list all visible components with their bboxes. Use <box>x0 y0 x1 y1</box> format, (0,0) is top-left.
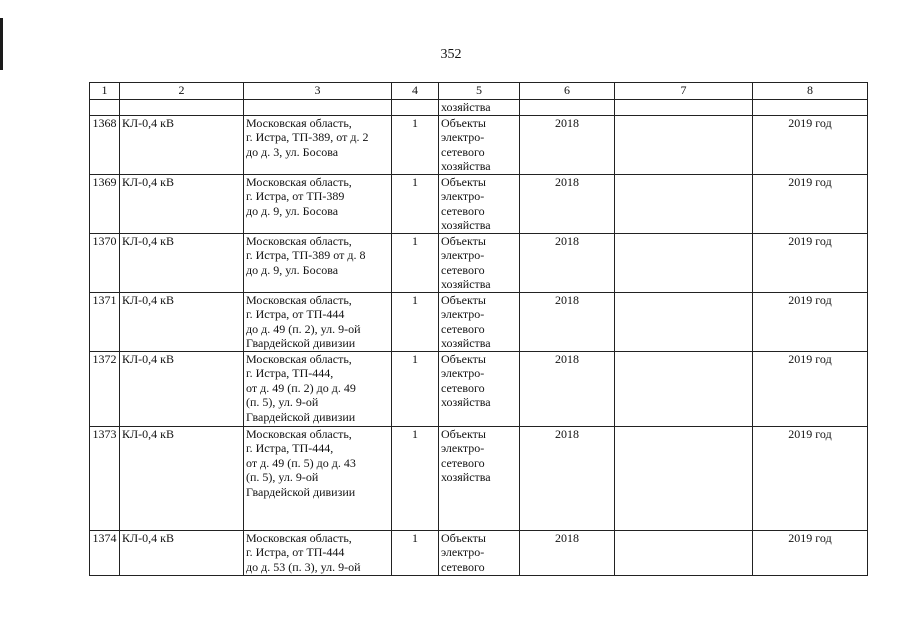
cell-category <box>439 351 520 426</box>
category-line: хозяйства <box>441 470 491 484</box>
cell-year: 2018 <box>520 530 615 575</box>
cell-name: КЛ-0,4 кВ <box>120 351 244 426</box>
cell-category <box>439 233 520 292</box>
category-line: сетевого <box>441 321 485 336</box>
category-line: сетевого <box>441 380 485 395</box>
cell-col7 <box>615 351 753 426</box>
cell-category <box>439 426 520 530</box>
cell-category: хозяйства <box>439 100 520 116</box>
cell-category <box>439 174 520 233</box>
cell-col7 <box>615 115 753 174</box>
address-line: Московская область, <box>246 530 352 545</box>
address-line: Гвардейской дивизии <box>246 484 356 499</box>
cell-qty <box>392 100 439 116</box>
address-line: (п. 5), ул. 9-ой <box>246 470 319 484</box>
category-line: Объекты <box>441 233 486 248</box>
category-line: сетевого <box>441 144 485 159</box>
column-header: 6 <box>520 83 615 100</box>
address-line: до д. 3, ул. Босова <box>246 144 339 159</box>
address-line: до д. 49 (п. 2), ул. 9-ой <box>246 321 361 336</box>
cell-qty: 1 <box>392 292 439 351</box>
cell-qty: 1 <box>392 426 439 530</box>
category-line: хозяйства <box>441 218 491 232</box>
cell-deadline: 2019 год <box>753 233 868 292</box>
cell-num: 1373 <box>90 426 120 530</box>
cell-col7 <box>615 530 753 575</box>
address-line: (п. 5), ул. 9-ой <box>246 395 319 409</box>
address-line: г. Истра, ТП-389, от д. 2 <box>246 130 369 144</box>
cell-qty: 1 <box>392 530 439 575</box>
cell-col7 <box>615 292 753 351</box>
cell-num <box>90 100 120 116</box>
address-line: г. Истра, ТП-389 от д. 8 <box>246 248 366 262</box>
category-line: электро- <box>441 545 485 559</box>
column-header: 2 <box>120 83 244 100</box>
cell-num: 1369 <box>90 174 120 233</box>
category-line: электро- <box>441 189 485 203</box>
category-line: электро- <box>441 248 485 262</box>
cell-col7 <box>615 426 753 530</box>
column-header: 1 <box>90 83 120 100</box>
cell-qty: 1 <box>392 174 439 233</box>
category-line: электро- <box>441 441 485 455</box>
cell-address <box>244 174 392 233</box>
register-table <box>89 82 868 576</box>
category-line: Объекты <box>441 292 486 307</box>
address-line: Московская область, <box>246 174 352 189</box>
address-line: Московская область, <box>246 115 352 130</box>
table-row <box>90 351 868 426</box>
column-header: 4 <box>392 83 439 100</box>
cell-category <box>439 292 520 351</box>
cell-deadline <box>753 100 868 116</box>
cell-name: КЛ-0,4 кВ <box>120 174 244 233</box>
cell-qty: 1 <box>392 233 439 292</box>
cell-name <box>120 100 244 116</box>
cell-num: 1368 <box>90 115 120 174</box>
category-line: сетевого <box>441 262 485 277</box>
cell-name: КЛ-0,4 кВ <box>120 426 244 530</box>
cell-year: 2018 <box>520 426 615 530</box>
category-line: Объекты <box>441 426 486 441</box>
address-line: Московская область, <box>246 351 352 366</box>
table-row <box>90 426 868 530</box>
cell-name: КЛ-0,4 кВ <box>120 233 244 292</box>
table-row <box>90 115 868 174</box>
table-row <box>90 233 868 292</box>
cell-deadline: 2019 год <box>753 174 868 233</box>
cell-year: 2018 <box>520 292 615 351</box>
address-line: Гвардейской дивизии <box>246 336 356 350</box>
category-line: электро- <box>441 366 485 380</box>
address-line: г. Истра, ТП-444, <box>246 366 334 380</box>
address-line: от д. 49 (п. 2) до д. 49 <box>246 380 356 395</box>
cell-num: 1371 <box>90 292 120 351</box>
address-line: до д. 9, ул. Босова <box>246 262 339 277</box>
cell-col7 <box>615 174 753 233</box>
cell-deadline: 2019 год <box>753 530 868 575</box>
continuation-row <box>90 100 868 116</box>
cell-qty: 1 <box>392 115 439 174</box>
category-line: электро- <box>441 307 485 321</box>
address-line: г. Истра, от ТП-444 <box>246 307 345 321</box>
cell-address <box>244 351 392 426</box>
cell-address <box>244 426 392 530</box>
category-line: Объекты <box>441 174 486 189</box>
address-line: Московская область, <box>246 233 352 248</box>
cell-qty: 1 <box>392 351 439 426</box>
cell-year: 2018 <box>520 115 615 174</box>
category-line: сетевого <box>441 455 485 470</box>
address-line: от д. 49 (п. 5) до д. 43 <box>246 455 356 470</box>
header-row <box>90 83 868 100</box>
column-header: 5 <box>439 83 520 100</box>
cell-name: КЛ-0,4 кВ <box>120 530 244 575</box>
cell-deadline: 2019 год <box>753 292 868 351</box>
cell-num: 1372 <box>90 351 120 426</box>
address-line: г. Истра, от ТП-389 <box>246 189 345 203</box>
category-line: сетевого <box>441 203 485 218</box>
address-line: г. Истра, от ТП-444 <box>246 545 345 559</box>
cell-name: КЛ-0,4 кВ <box>120 292 244 351</box>
cell-address <box>244 115 392 174</box>
cell-address <box>244 292 392 351</box>
address-line: Московская область, <box>246 292 352 307</box>
category-line: Объекты <box>441 530 486 545</box>
category-line: сетевого <box>441 559 485 574</box>
cell-deadline: 2019 год <box>753 426 868 530</box>
cell-category <box>439 530 520 575</box>
cell-category <box>439 115 520 174</box>
address-line: Московская область, <box>246 426 352 441</box>
column-header: 7 <box>615 83 753 100</box>
address-line: г. Истра, ТП-444, <box>246 441 334 455</box>
cell-year: 2018 <box>520 233 615 292</box>
category-line: Объекты <box>441 115 486 130</box>
cell-deadline: 2019 год <box>753 351 868 426</box>
category-line: электро- <box>441 130 485 144</box>
address-line: до д. 53 (п. 3), ул. 9-ой <box>246 559 361 574</box>
table-row <box>90 530 868 575</box>
table-row <box>90 174 868 233</box>
address-line: Гвардейской дивизии <box>246 409 356 424</box>
category-line: Объекты <box>441 351 486 366</box>
cell-address <box>244 233 392 292</box>
cell-year: 2018 <box>520 351 615 426</box>
category-line: хозяйства <box>441 159 491 173</box>
cell-year: 2018 <box>520 174 615 233</box>
address-line: до д. 9, ул. Босова <box>246 203 339 218</box>
category-line: хозяйства <box>441 336 491 350</box>
cell-num: 1370 <box>90 233 120 292</box>
cell-address <box>244 100 392 116</box>
category-line: хозяйства <box>441 395 491 409</box>
page-number: 352 <box>440 47 462 62</box>
cell-col7 <box>615 100 753 116</box>
cell-deadline: 2019 год <box>753 115 868 174</box>
category-line: хозяйства <box>441 277 491 291</box>
cell-address <box>244 530 392 575</box>
cell-year <box>520 100 615 116</box>
column-header: 3 <box>244 83 392 100</box>
table-row <box>90 292 868 351</box>
cell-num: 1374 <box>90 530 120 575</box>
column-header: 8 <box>753 83 868 100</box>
cell-col7 <box>615 233 753 292</box>
cell-name: КЛ-0,4 кВ <box>120 115 244 174</box>
